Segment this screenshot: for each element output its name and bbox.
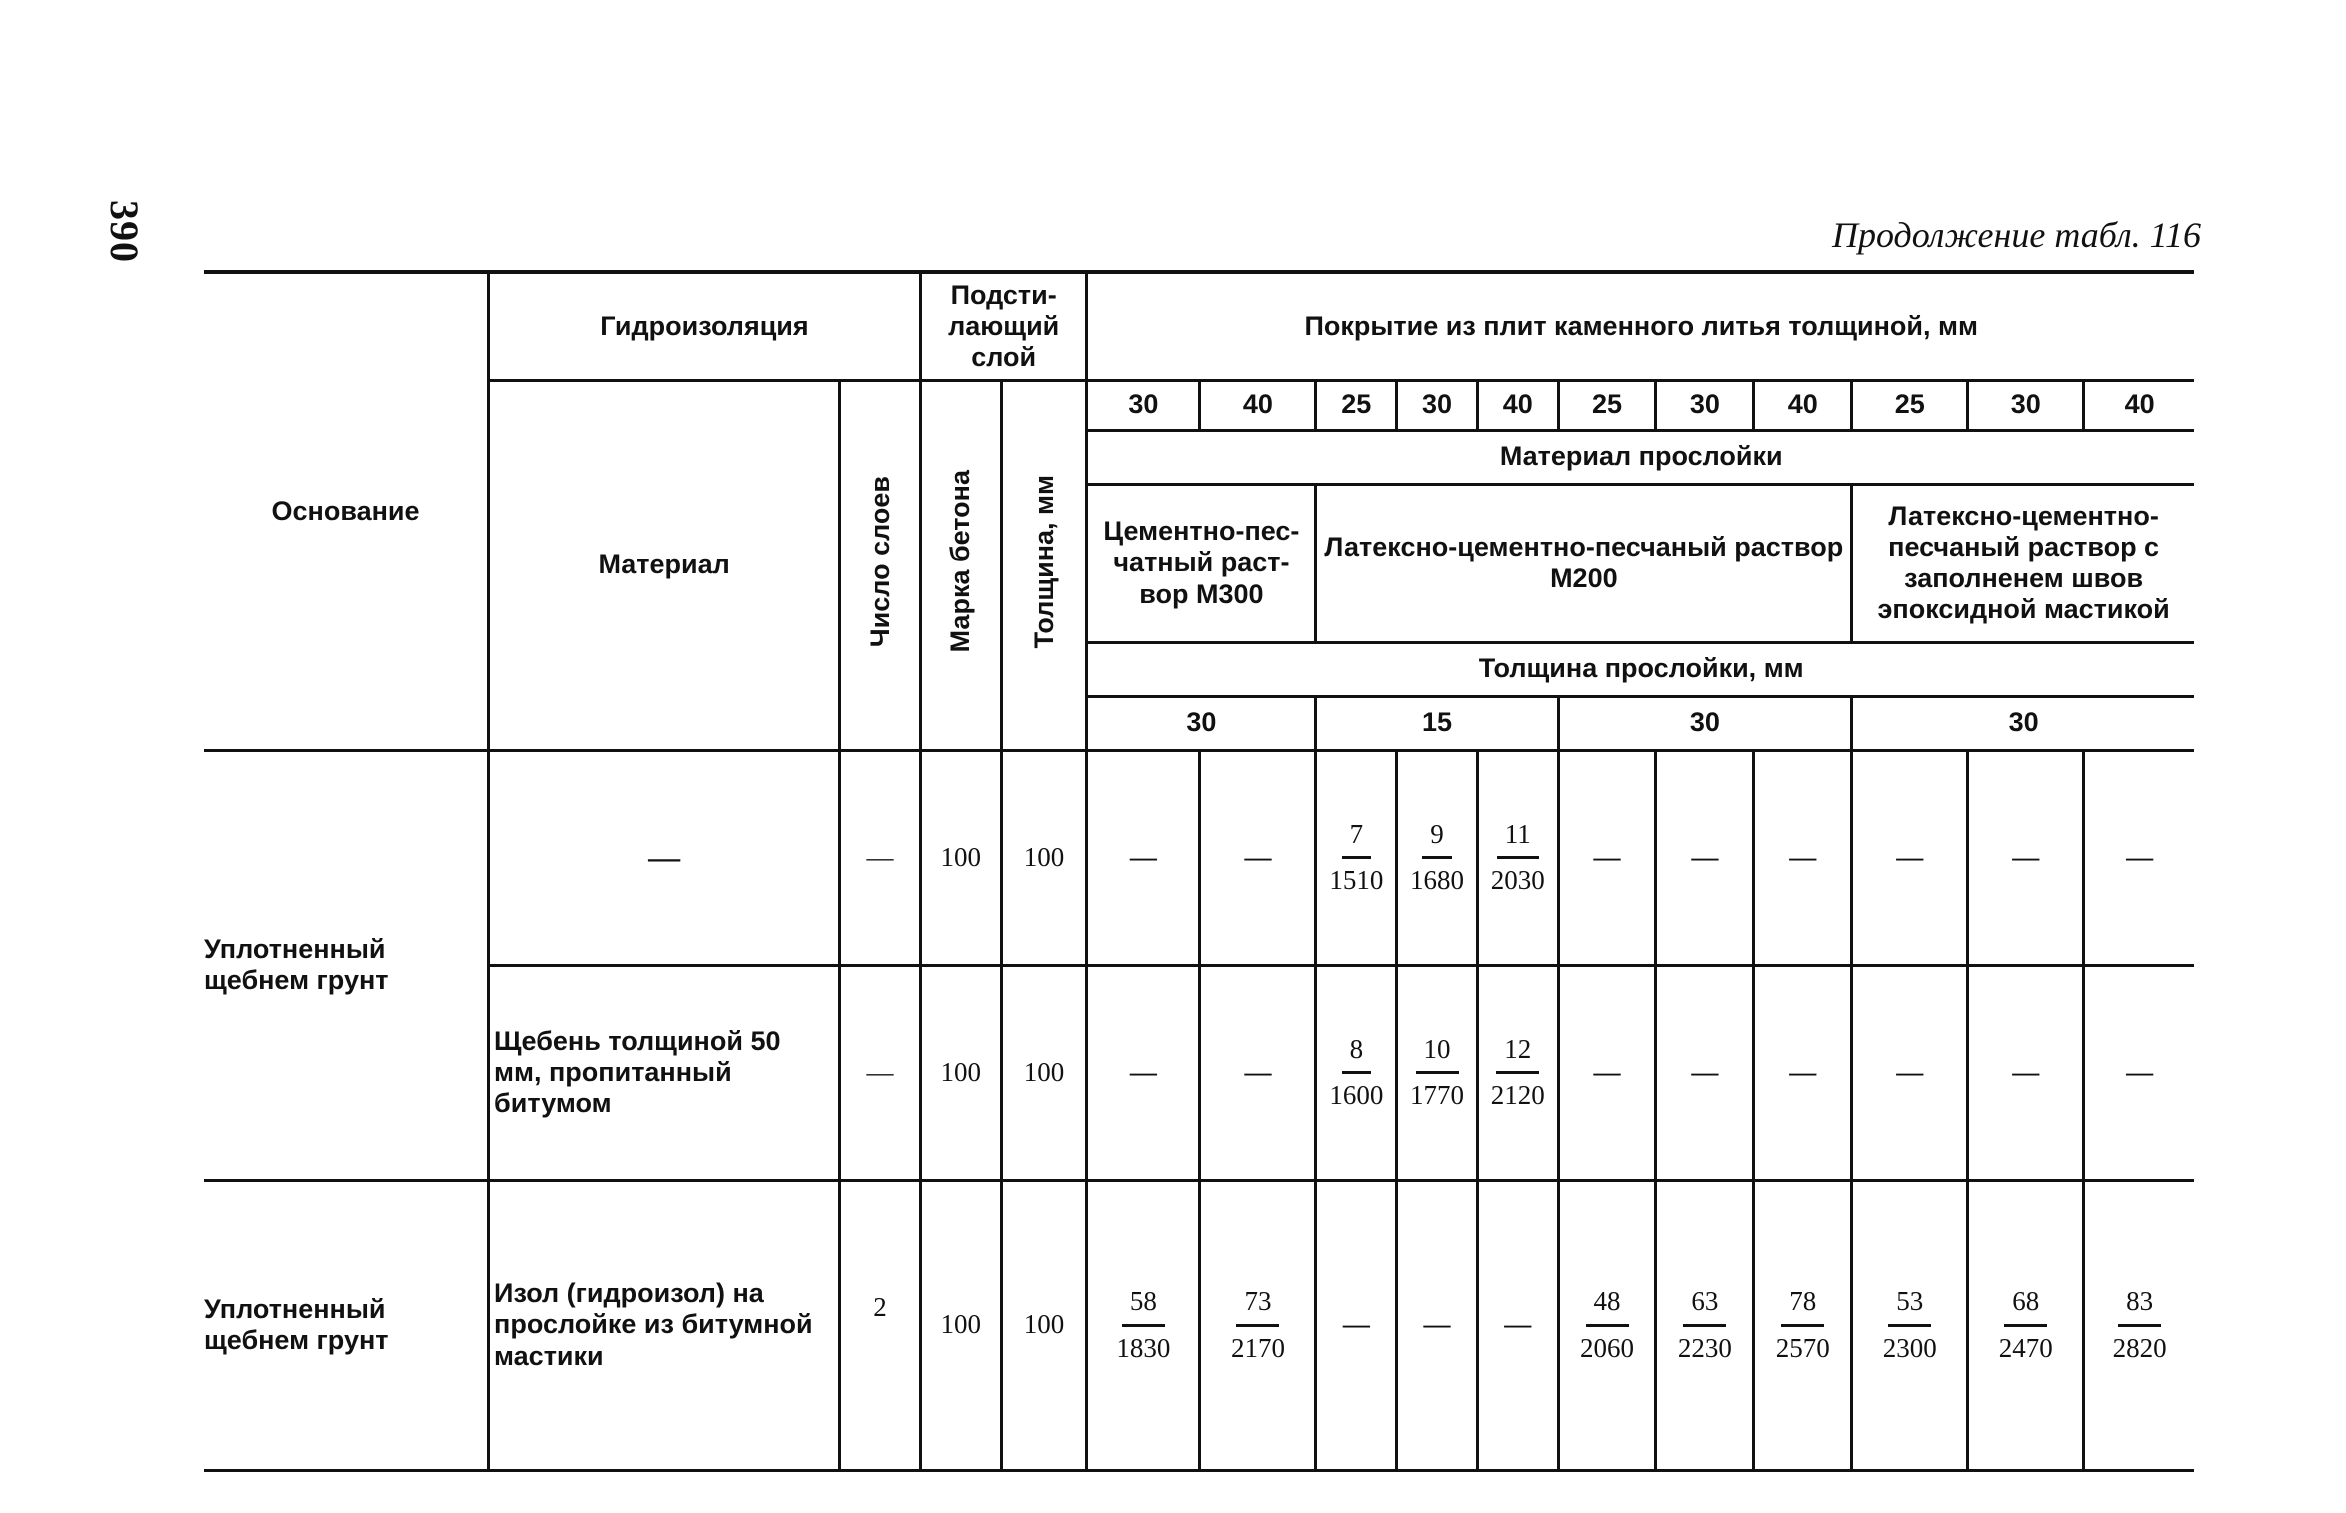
fraction-value (1410, 819, 1464, 896)
value-cell (1656, 965, 1754, 1180)
dash-value: — (1896, 1056, 1924, 1087)
dash-value: — (1896, 841, 1924, 872)
dash-value: — (1129, 841, 1157, 872)
page-number: 390 (102, 200, 147, 263)
header-base: Основание (204, 272, 489, 750)
coating-thickness: 40 (1477, 380, 1558, 430)
value-cell (1477, 965, 1558, 1180)
fraction-denominator: 2820 (2112, 1332, 2167, 1363)
fraction-denominator: 1770 (1410, 1080, 1465, 1110)
value-cell (1200, 750, 1316, 965)
base-cell: Уплотненный щебнем грунт (204, 750, 489, 1180)
value-cell (1754, 1180, 1852, 1470)
value-cell (2084, 750, 2194, 965)
fraction-numerator: 68 (2004, 1286, 2047, 1326)
coating-thickness: 30 (1968, 380, 2084, 430)
value-cell (1656, 1180, 1754, 1470)
fraction-denominator: 2300 (1882, 1332, 1937, 1363)
base-cell: Уплотненный щебнем грунт (204, 1180, 489, 1470)
coating-thickness: 40 (2084, 380, 2194, 430)
data-table (204, 270, 2194, 1472)
material-cell: Изол (гидроизол) на прослойке из битумной мастики (489, 1180, 840, 1470)
fraction-value (1491, 819, 1545, 896)
grade-cell: 100 (920, 965, 1001, 1180)
dash-value: — (1789, 1056, 1817, 1087)
fraction-denominator: 1510 (1329, 865, 1384, 895)
value-cell (1477, 1180, 1558, 1470)
coating-thickness: 30 (1656, 380, 1754, 430)
fraction-value (1678, 1286, 1732, 1363)
header-coating: Покрытие из плит каменного литья толщиной, мм (1087, 272, 2194, 380)
fraction-value (1116, 1286, 1170, 1363)
fraction-value (2113, 1286, 2167, 1363)
thickness-cell: 100 (1001, 965, 1087, 1180)
dash-value: — (1244, 841, 1272, 872)
value-cell (1754, 965, 1852, 1180)
fraction-numerator: 10 (1416, 1034, 1459, 1074)
grade-cell: 100 (920, 1180, 1001, 1470)
fraction-denominator: 2120 (1490, 1080, 1545, 1110)
header-material: Материал (489, 380, 840, 750)
header-layers: Число слоев (840, 380, 921, 750)
value-cell (1397, 1180, 1478, 1470)
table-row (204, 1180, 2194, 1470)
value-cell (1316, 965, 1397, 1180)
value-cell (1558, 750, 1656, 965)
fraction-denominator: 2230 (1677, 1332, 1732, 1363)
interlayer-thickness-value: 30 (1558, 696, 1852, 750)
fraction-numerator: 53 (1888, 1286, 1931, 1326)
dash-value: — (1423, 1309, 1451, 1340)
coating-thickness: 30 (1397, 380, 1478, 430)
value-cell (1852, 1180, 1968, 1470)
mortar-latex-cement-sand: Латексно-цементно-песчаный раствор М200 (1316, 484, 1852, 642)
value-cell (1316, 1180, 1397, 1470)
value-cell (1397, 750, 1478, 965)
value-cell (1477, 750, 1558, 965)
value-cell (1316, 750, 1397, 965)
fraction-value (1580, 1286, 1634, 1363)
value-cell (1968, 1180, 2084, 1470)
value-cell (1087, 750, 1200, 965)
fraction-value (1231, 1286, 1285, 1363)
dash-value: — (2012, 841, 2040, 872)
fraction-denominator: 1600 (1329, 1080, 1384, 1110)
value-cell (1968, 750, 2084, 965)
dash-value: — (1789, 841, 1817, 872)
grade-cell: 100 (920, 750, 1001, 965)
fraction-denominator: 2060 (1580, 1332, 1635, 1363)
fraction-denominator: 1830 (1116, 1332, 1171, 1363)
material-cell: Щебень толщиной 50 мм, пропитанный битумом (489, 965, 840, 1180)
dash-value: — (1691, 1056, 1719, 1087)
header-interlayer-thickness: Толщина прослойки, мм (1087, 642, 2194, 696)
value-cell (1852, 965, 1968, 1180)
interlayer-thickness-value: 15 (1316, 696, 1558, 750)
interlayer-thickness-value: 30 (1087, 696, 1316, 750)
coating-thickness: 30 (1087, 380, 1200, 430)
value-cell (1852, 750, 1968, 965)
coating-thickness: 40 (1754, 380, 1852, 430)
coating-thickness: 25 (1558, 380, 1656, 430)
dash-value: — (2126, 841, 2154, 872)
mortar-latex-epoxy: Латексно-цементно-песчаный раствор с заполненем швов эпоксидной мастикой (1852, 484, 2194, 642)
fraction-denominator: 2030 (1490, 865, 1545, 895)
coating-thickness: 40 (1200, 380, 1316, 430)
coating-thickness: 25 (1316, 380, 1397, 430)
value-cell (1968, 965, 2084, 1180)
layers-cell: — (840, 965, 921, 1180)
fraction-value (1999, 1286, 2053, 1363)
header-thickness-mm: Толщина, мм (1001, 380, 1087, 750)
value-cell (1087, 965, 1200, 1180)
table-continuation-caption: Продолжение табл. 116 (1831, 215, 2201, 255)
dash-value: — (1504, 1309, 1532, 1340)
value-cell (1200, 965, 1316, 1180)
fraction-value (1329, 819, 1383, 896)
value-cell (1558, 1180, 1656, 1470)
fraction-denominator: 2470 (1998, 1332, 2053, 1363)
value-cell (2084, 1180, 2194, 1470)
dash-value: — (1593, 1056, 1621, 1087)
fraction-numerator: 7 (1342, 819, 1372, 859)
fraction-numerator: 58 (1122, 1286, 1165, 1326)
value-cell (1754, 750, 1852, 965)
dash-value: — (1691, 841, 1719, 872)
value-cell (1558, 965, 1656, 1180)
fraction-value (1883, 1286, 1937, 1363)
fraction-value (1491, 1034, 1545, 1111)
dash-value: — (1342, 1309, 1370, 1340)
table-row (204, 750, 2194, 965)
coating-thickness: 25 (1852, 380, 1968, 430)
thickness-cell: 100 (1001, 1180, 1087, 1470)
thickness-cell: 100 (1001, 750, 1087, 965)
fraction-numerator: 11 (1497, 819, 1539, 859)
interlayer-thickness-value: 30 (1852, 696, 2194, 750)
fraction-numerator: 73 (1236, 1286, 1279, 1326)
fraction-numerator: 78 (1781, 1286, 1824, 1326)
value-cell (1656, 750, 1754, 965)
header-concrete-grade: Марка бетона (920, 380, 1001, 750)
layers-cell: 2 (840, 1180, 921, 1470)
fraction-numerator: 8 (1342, 1034, 1372, 1074)
fraction-denominator: 2570 (1775, 1332, 1830, 1363)
value-cell (1200, 1180, 1316, 1470)
mortar-cement-sand: Цементно-пес-чатный раст-вор М300 (1087, 484, 1316, 642)
dash-value: — (1129, 1056, 1157, 1087)
fraction-value (1329, 1034, 1383, 1111)
dash-value: — (1593, 841, 1621, 872)
dash-value: — (1244, 1056, 1272, 1087)
fraction-value (1410, 1034, 1464, 1111)
fraction-denominator: 1680 (1410, 865, 1465, 895)
header-interlayer-material: Материал прослойки (1087, 430, 2194, 484)
dash-value: — (2126, 1056, 2154, 1087)
fraction-numerator: 9 (1422, 819, 1452, 859)
fraction-numerator: 63 (1683, 1286, 1726, 1326)
dash-value: — (2012, 1056, 2040, 1087)
header-underlayer: Подсти-лающий слой (920, 272, 1087, 380)
value-cell (2084, 965, 2194, 1180)
table-row (204, 965, 2194, 1180)
fraction-numerator: 48 (1586, 1286, 1629, 1326)
value-cell (1087, 1180, 1200, 1470)
fraction-value (1776, 1286, 1830, 1363)
fraction-numerator: 12 (1496, 1034, 1539, 1074)
header-waterproofing: Гидроизоляция (489, 272, 921, 380)
value-cell (1397, 965, 1478, 1180)
layers-cell: — (840, 750, 921, 965)
fraction-denominator: 2170 (1230, 1332, 1285, 1363)
fraction-numerator: 83 (2118, 1286, 2161, 1326)
material-cell: — (489, 750, 840, 965)
